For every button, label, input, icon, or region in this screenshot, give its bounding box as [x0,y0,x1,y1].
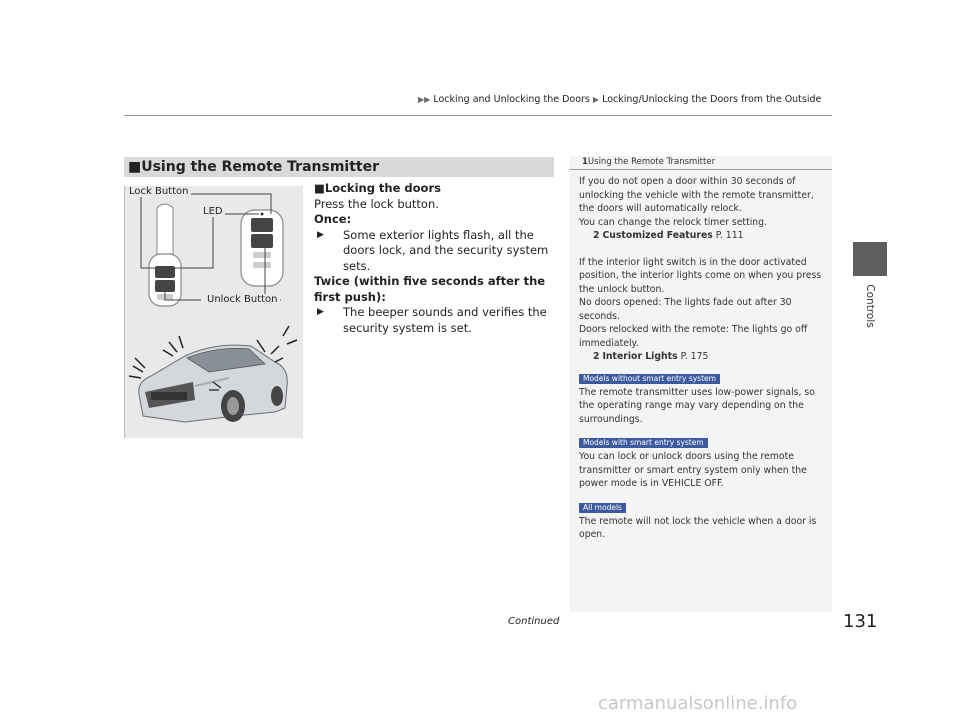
once-label: Once: [314,212,352,226]
bullet-arrow-icon: ▶ [317,229,324,240]
once-description: ▶ Some exterior lights flash, all the doors lock, and the security system sets. [317,227,549,273]
note-paragraph: If you do not open a door within 30 seconds of unlocking the vehicle with the remote transmitter, the doors will automatically relock. [579,176,814,214]
note-paragraph: You can change the relock timer setting. [579,216,768,228]
continued-label: Continued [508,616,560,627]
twice-label: Twice (within five seconds after the first push): [314,274,546,304]
heading-marker-icon: ■ [314,181,325,195]
model-tag-with-smart-entry: Models with smart entry system [579,438,708,448]
remote-and-car-illustration [125,186,303,438]
led-callout: LED [203,206,223,217]
chapter-tab-label: Controls [864,284,876,328]
car-icon [129,326,297,422]
model-tag-all-models: All models [579,503,626,513]
illustration [124,186,303,438]
breadcrumb-arrow-icon: ▶▶ [418,95,431,104]
instruction-text: Press the lock button. [314,196,439,211]
note-paragraph: If the interior light switch is in the door activated position, the interior lights come on when you press the unlock button. [579,256,822,295]
section-title [128,157,379,177]
note-paragraph: No doors opened: The lights fade out after 30 seconds. [579,297,792,322]
note-paragraph: Doors relocked with the remote: The lights go off immediately. [579,324,808,349]
breadcrumb-item-doors[interactable]: Locking and Unlocking the Doors [433,94,590,105]
note-icon: 1 [582,157,588,167]
reference-arrow-icon: 2 [593,351,600,362]
breadcrumb-item-outside[interactable]: Locking/Unlocking the Doors from the Outside [602,94,822,105]
section-marker-icon: ■ [128,159,142,175]
locking-heading: ■Locking the doors [314,181,441,195]
breadcrumb-arrow-icon: ▶ [592,95,600,104]
cross-reference-customized-features[interactable]: 2 Customized Features P. 111 [593,230,744,241]
main-content [314,181,554,336]
cross-reference-interior-lights[interactable]: 2 Interior Lights P. 175 [593,351,709,362]
lock-button-callout: Lock Button [129,186,189,197]
side-notes-title: 1Using the Remote Transmitter [582,157,716,167]
unlock-button-callout: Unlock Button [207,294,278,305]
section-title-text: Using the Remote Transmitter [141,159,380,175]
page-number: 131 [843,611,878,632]
chapter-tab-marker [853,242,887,276]
note-paragraph: The remote transmitter uses low-power signals, so the operating range may vary depending on the surroundings. [579,386,815,425]
note-paragraph: The remote will not lock the vehicle when a door is open. [579,515,817,540]
header-divider [124,115,832,116]
watermark: carmanualsonline.info [598,693,798,714]
model-tag-without-smart-entry: Models without smart entry system [579,374,720,384]
twice-description: ▶ The beeper sounds and verifies the security system is set. [317,305,547,335]
note-paragraph: You can lock or unlock doors using the remote transmitter or smart entry system only when the power mode is in VEHICLE OFF. [579,451,807,489]
breadcrumb [418,94,821,105]
bullet-arrow-icon: ▶ [317,307,324,317]
reference-arrow-icon: 2 [593,230,600,241]
side-notes-body [579,175,825,542]
